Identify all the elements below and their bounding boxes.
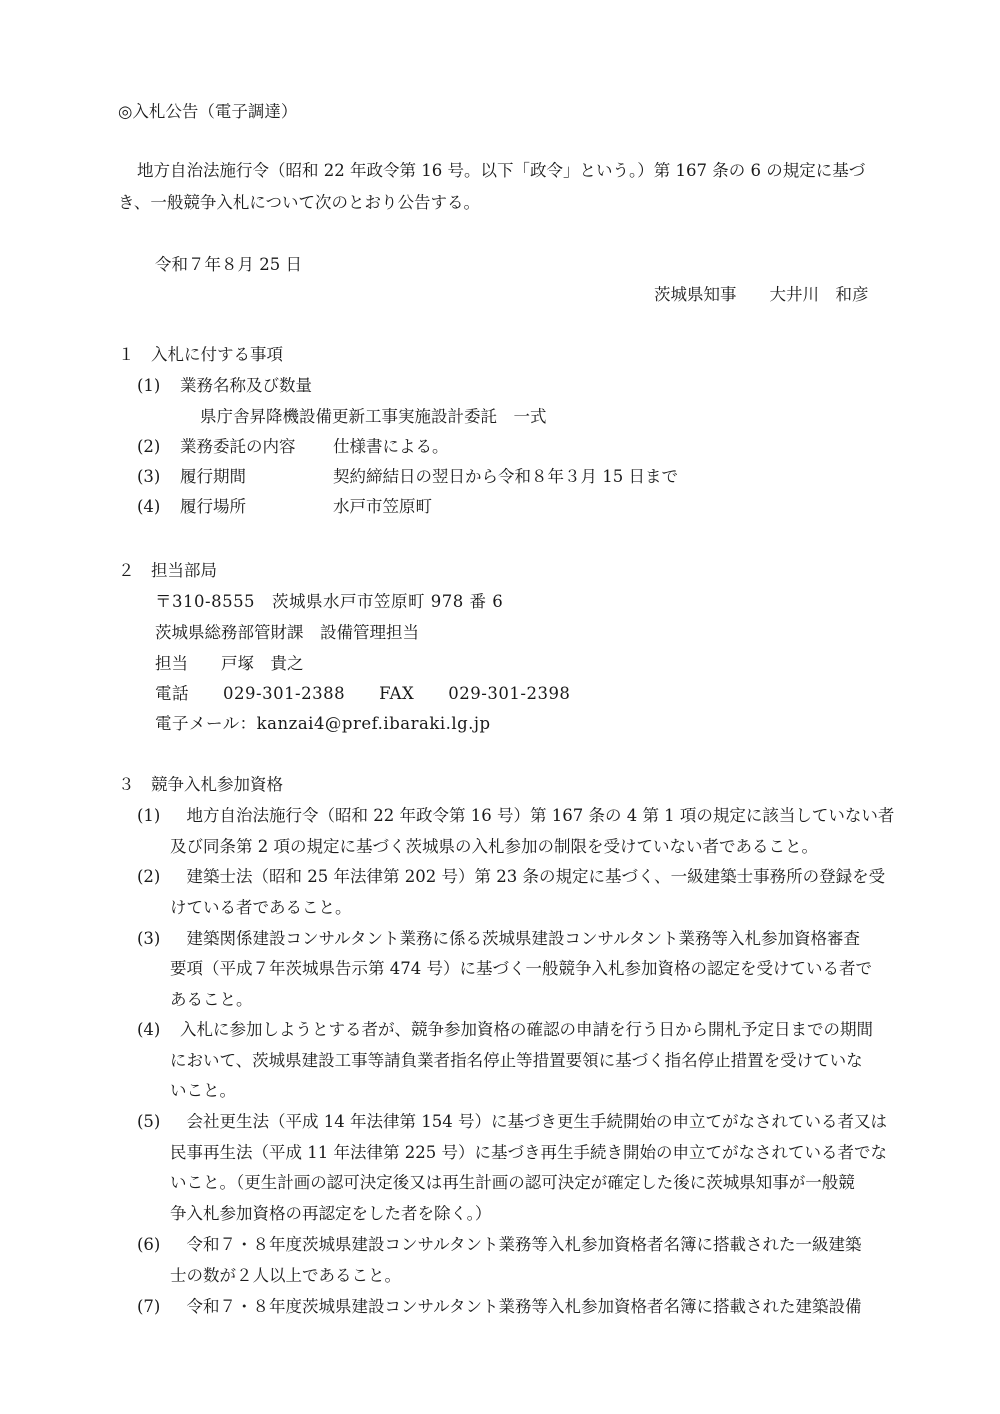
- item-number: (5): [137, 1112, 161, 1131]
- section-heading: １ 入札に付する事項: [118, 345, 283, 364]
- item-text-line: 争入札参加資格の再認定をした者を除く。）: [170, 1204, 492, 1223]
- item-number: (6): [137, 1235, 161, 1254]
- item-text-line: 令和７・８年度茨城県建設コンサルタント業務等入札参加資格者名簿に搭載された建築設備: [170, 1297, 862, 1316]
- item-value: 県庁舎昇降機設備更新工事実施設計委託 一式: [200, 407, 547, 426]
- item-number: (2): [137, 437, 161, 456]
- item-text-line: けている者であること。: [170, 898, 352, 917]
- department-line: 茨城県総務部管財課 設備管理担当: [155, 623, 419, 642]
- item-number: (4): [137, 1020, 161, 1039]
- item-number: (1): [137, 376, 161, 395]
- item-text-line: 民事再生法（平成 11 年法律第 225 号）に基づき再生手続き開始の申立てがなされている者でな: [170, 1143, 887, 1162]
- item-text-line: において、茨城県建設工事等請負業者指名停止等措置要領に基づく指名停止措置を受けていな: [170, 1051, 863, 1070]
- item-number: (4): [137, 497, 161, 516]
- contact-person: 担当 戸塚 貴之: [155, 654, 304, 673]
- item-value: 契約締結日の翌日から令和８年３月 15 日まで: [333, 467, 678, 486]
- item-text-line: 要項（平成７年茨城県告示第 474 号）に基づく一般競争入札参加資格の認定を受けている者で: [170, 959, 872, 978]
- item-value: 仕様書による。: [333, 437, 449, 456]
- item-label: 業務委託の内容: [180, 437, 296, 456]
- section-heading: ３ 競争入札参加資格: [118, 775, 283, 794]
- notice-title: ◎入札公告（電子調達）: [118, 102, 298, 121]
- item-text-line: 入札に参加しようとする者が、競争参加資格の確認の申請を行う日から開札予定日までの期間: [180, 1020, 873, 1039]
- item-number: (7): [137, 1297, 161, 1316]
- address-line: 〒310-8555 茨城県水戸市笠原町 978 番 6: [155, 592, 504, 611]
- preamble-line: き、一般競争入札について次のとおり公告する。: [118, 193, 481, 212]
- item-text-line: いこと。（更生計画の認可決定後又は再生計画の認可決定が確定した後に茨城県知事が一般競: [170, 1173, 855, 1192]
- section-heading: ２ 担当部局: [118, 561, 217, 580]
- item-text-line: 建築士法（昭和 25 年法律第 202 号）第 23 条の規定に基づく、一級建築士事務所の登録を受: [170, 867, 886, 886]
- item-text-line: 及び同条第 2 項の規定に基づく茨城県の入札参加の制限を受けていない者であること。: [170, 837, 818, 856]
- notice-date: 令和７年８月 25 日: [155, 255, 302, 274]
- item-number: (3): [137, 929, 161, 948]
- item-text-line: 建築関係建設コンサルタント業務に係る茨城県建設コンサルタント業務等入札参加資格審査: [170, 929, 861, 948]
- item-number: (1): [137, 806, 161, 825]
- item-text-line: 士の数が２人以上であること。: [170, 1266, 401, 1285]
- item-text-line: 地方自治法施行令（昭和 22 年政令第 16 号）第 167 条の 4 第 1 項の規定に該当していない者: [170, 806, 895, 825]
- phone-fax-line: 電話 029-301-2388 FAX 029-301-2398: [155, 684, 571, 703]
- item-value: 水戸市笠原町: [333, 497, 432, 516]
- item-label: 履行場所: [180, 497, 246, 516]
- email-line: 電子メール：kanzai4@pref.ibaraki.lg.jp: [155, 714, 491, 733]
- item-label: 履行期間: [180, 467, 246, 486]
- item-number: (2): [137, 867, 161, 886]
- item-text-line: 令和７・８年度茨城県建設コンサルタント業務等入札参加資格者名簿に搭載された一級建築: [170, 1235, 862, 1254]
- preamble-line: 地方自治法施行令（昭和 22 年政令第 16 号。以下「政令」という。）第 167 条の 6 の規定に基づ: [137, 161, 866, 180]
- item-label: 業務名称及び数量: [180, 376, 312, 395]
- item-number: (3): [137, 467, 161, 486]
- issuer: 茨城県知事 大井川 和彦: [654, 285, 869, 304]
- item-text-line: いこと。: [170, 1081, 236, 1100]
- item-text-line: あること。: [170, 990, 253, 1009]
- item-text-line: 会社更生法（平成 14 年法律第 154 号）に基づき更生手続開始の申立てがなされている者又は: [170, 1112, 887, 1131]
